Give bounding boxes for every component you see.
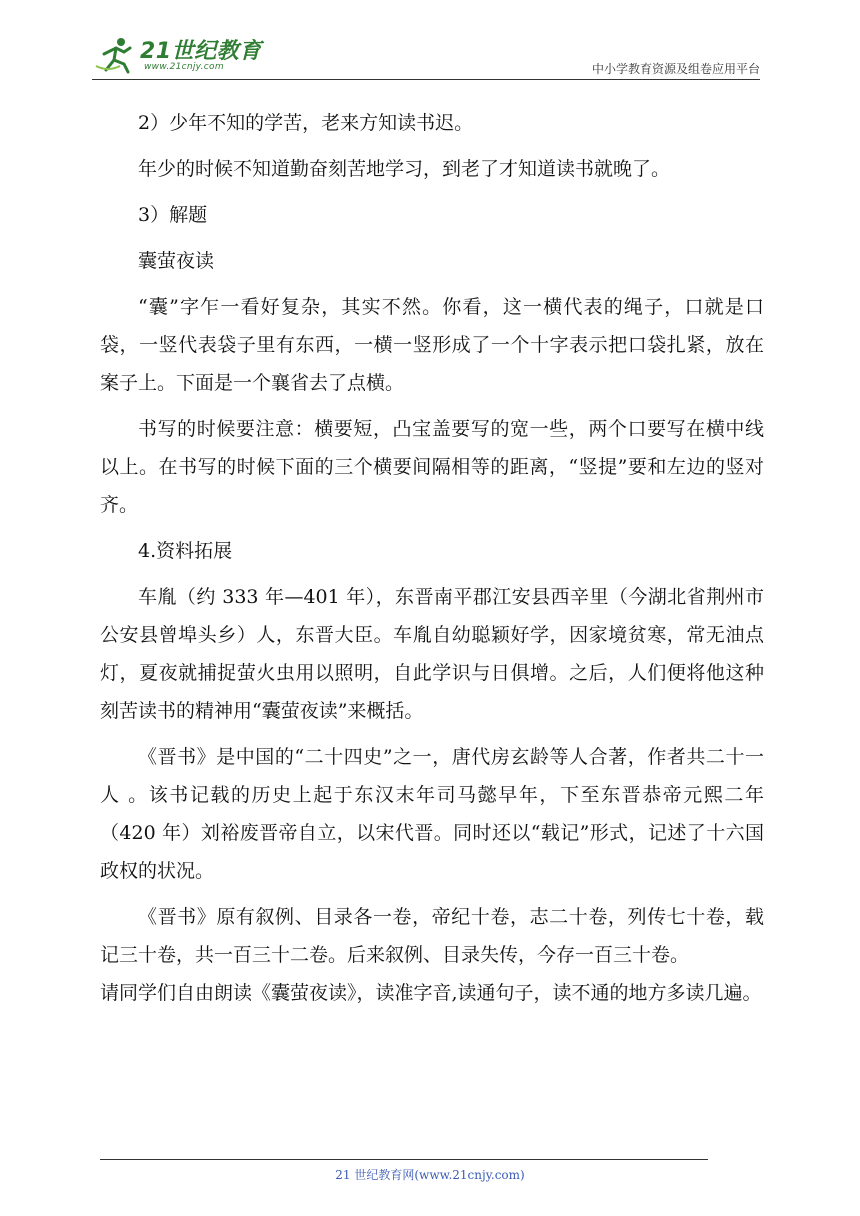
paragraph: 请同学们自由朗读《囊萤夜读》，读准字音,读通句子，读不通的地方多读几遍。 bbox=[100, 982, 762, 1004]
paragraph: 2）少年不知的学苦，老来方知读书迟。 bbox=[138, 112, 474, 134]
logo-url: www.21cnjy.com bbox=[144, 62, 224, 72]
paragraph: 囊萤夜读 bbox=[138, 250, 215, 272]
header-tagline: 中小学教育资源及组卷应用平台 bbox=[591, 62, 760, 76]
paragraph: 《晋书》原有叙例、目录各一卷，帝纪十卷，志二十卷，列传七十卷，载记三十卷，共一百三十二卷。后来叙例、目录失传，今存一百三十卷。 bbox=[100, 906, 764, 966]
page-header bbox=[92, 30, 760, 80]
site-logo[interactable] bbox=[92, 32, 272, 76]
paragraph: “囊”字乍一看好复杂，其实不然。你看，这一横代表的绳子，口就是口袋，一竖代表袋子里有东西，一横一竖形成了一个十字表示把口袋扎紧，放在案子上。下面是一个襄省去了点横。 bbox=[100, 296, 764, 394]
document-body bbox=[100, 104, 764, 1020]
page-footer[interactable]: 21 世纪教育网(www.21cnjy.com) bbox=[335, 1168, 525, 1182]
paragraph: 《晋书》是中国的“二十四史”之一，唐代房玄龄等人合著，作者共二十一人 。该书记载的历史上起于东汉末年司马懿早年，下至东晋恭帝元熙二年（420 年）刘裕废晋帝自立，以宋代晋。同时还以“载记”形式，记述了十六国政权的状况。 bbox=[100, 746, 764, 882]
paragraph: 车胤（约 333 年—401 年），东晋南平郡江安县西辛里（今湖北省荆州市公安县曾埠头乡）人，东晋大臣。车胤自幼聪颖好学，因家境贫寒，常无油点灯，夏夜就捕捉萤火虫用以照明，自此学识与日俱增。之后，人们便将他这种刻苦读书的精神用“囊萤夜读”来概括。 bbox=[100, 586, 764, 722]
footer-divider bbox=[100, 1159, 708, 1160]
header-divider bbox=[92, 79, 760, 80]
logo-text: 21世纪教育 bbox=[140, 39, 262, 64]
paragraph: 书写的时候要注意：横要短，凸宝盖要写的宽一些，两个口要写在横中线以上。在书写的时候下面的三个横要间隔相等的距离，“竖提”要和左边的竖对齐。 bbox=[100, 418, 764, 516]
section-heading: 3）解题 bbox=[138, 204, 208, 226]
paragraph: 年少的时候不知道勤奋刻苦地学习，到老了才知道读书就晚了。 bbox=[138, 158, 671, 180]
section-heading: 4.资料拓展 bbox=[138, 540, 233, 562]
runner-logo-icon bbox=[94, 36, 138, 74]
